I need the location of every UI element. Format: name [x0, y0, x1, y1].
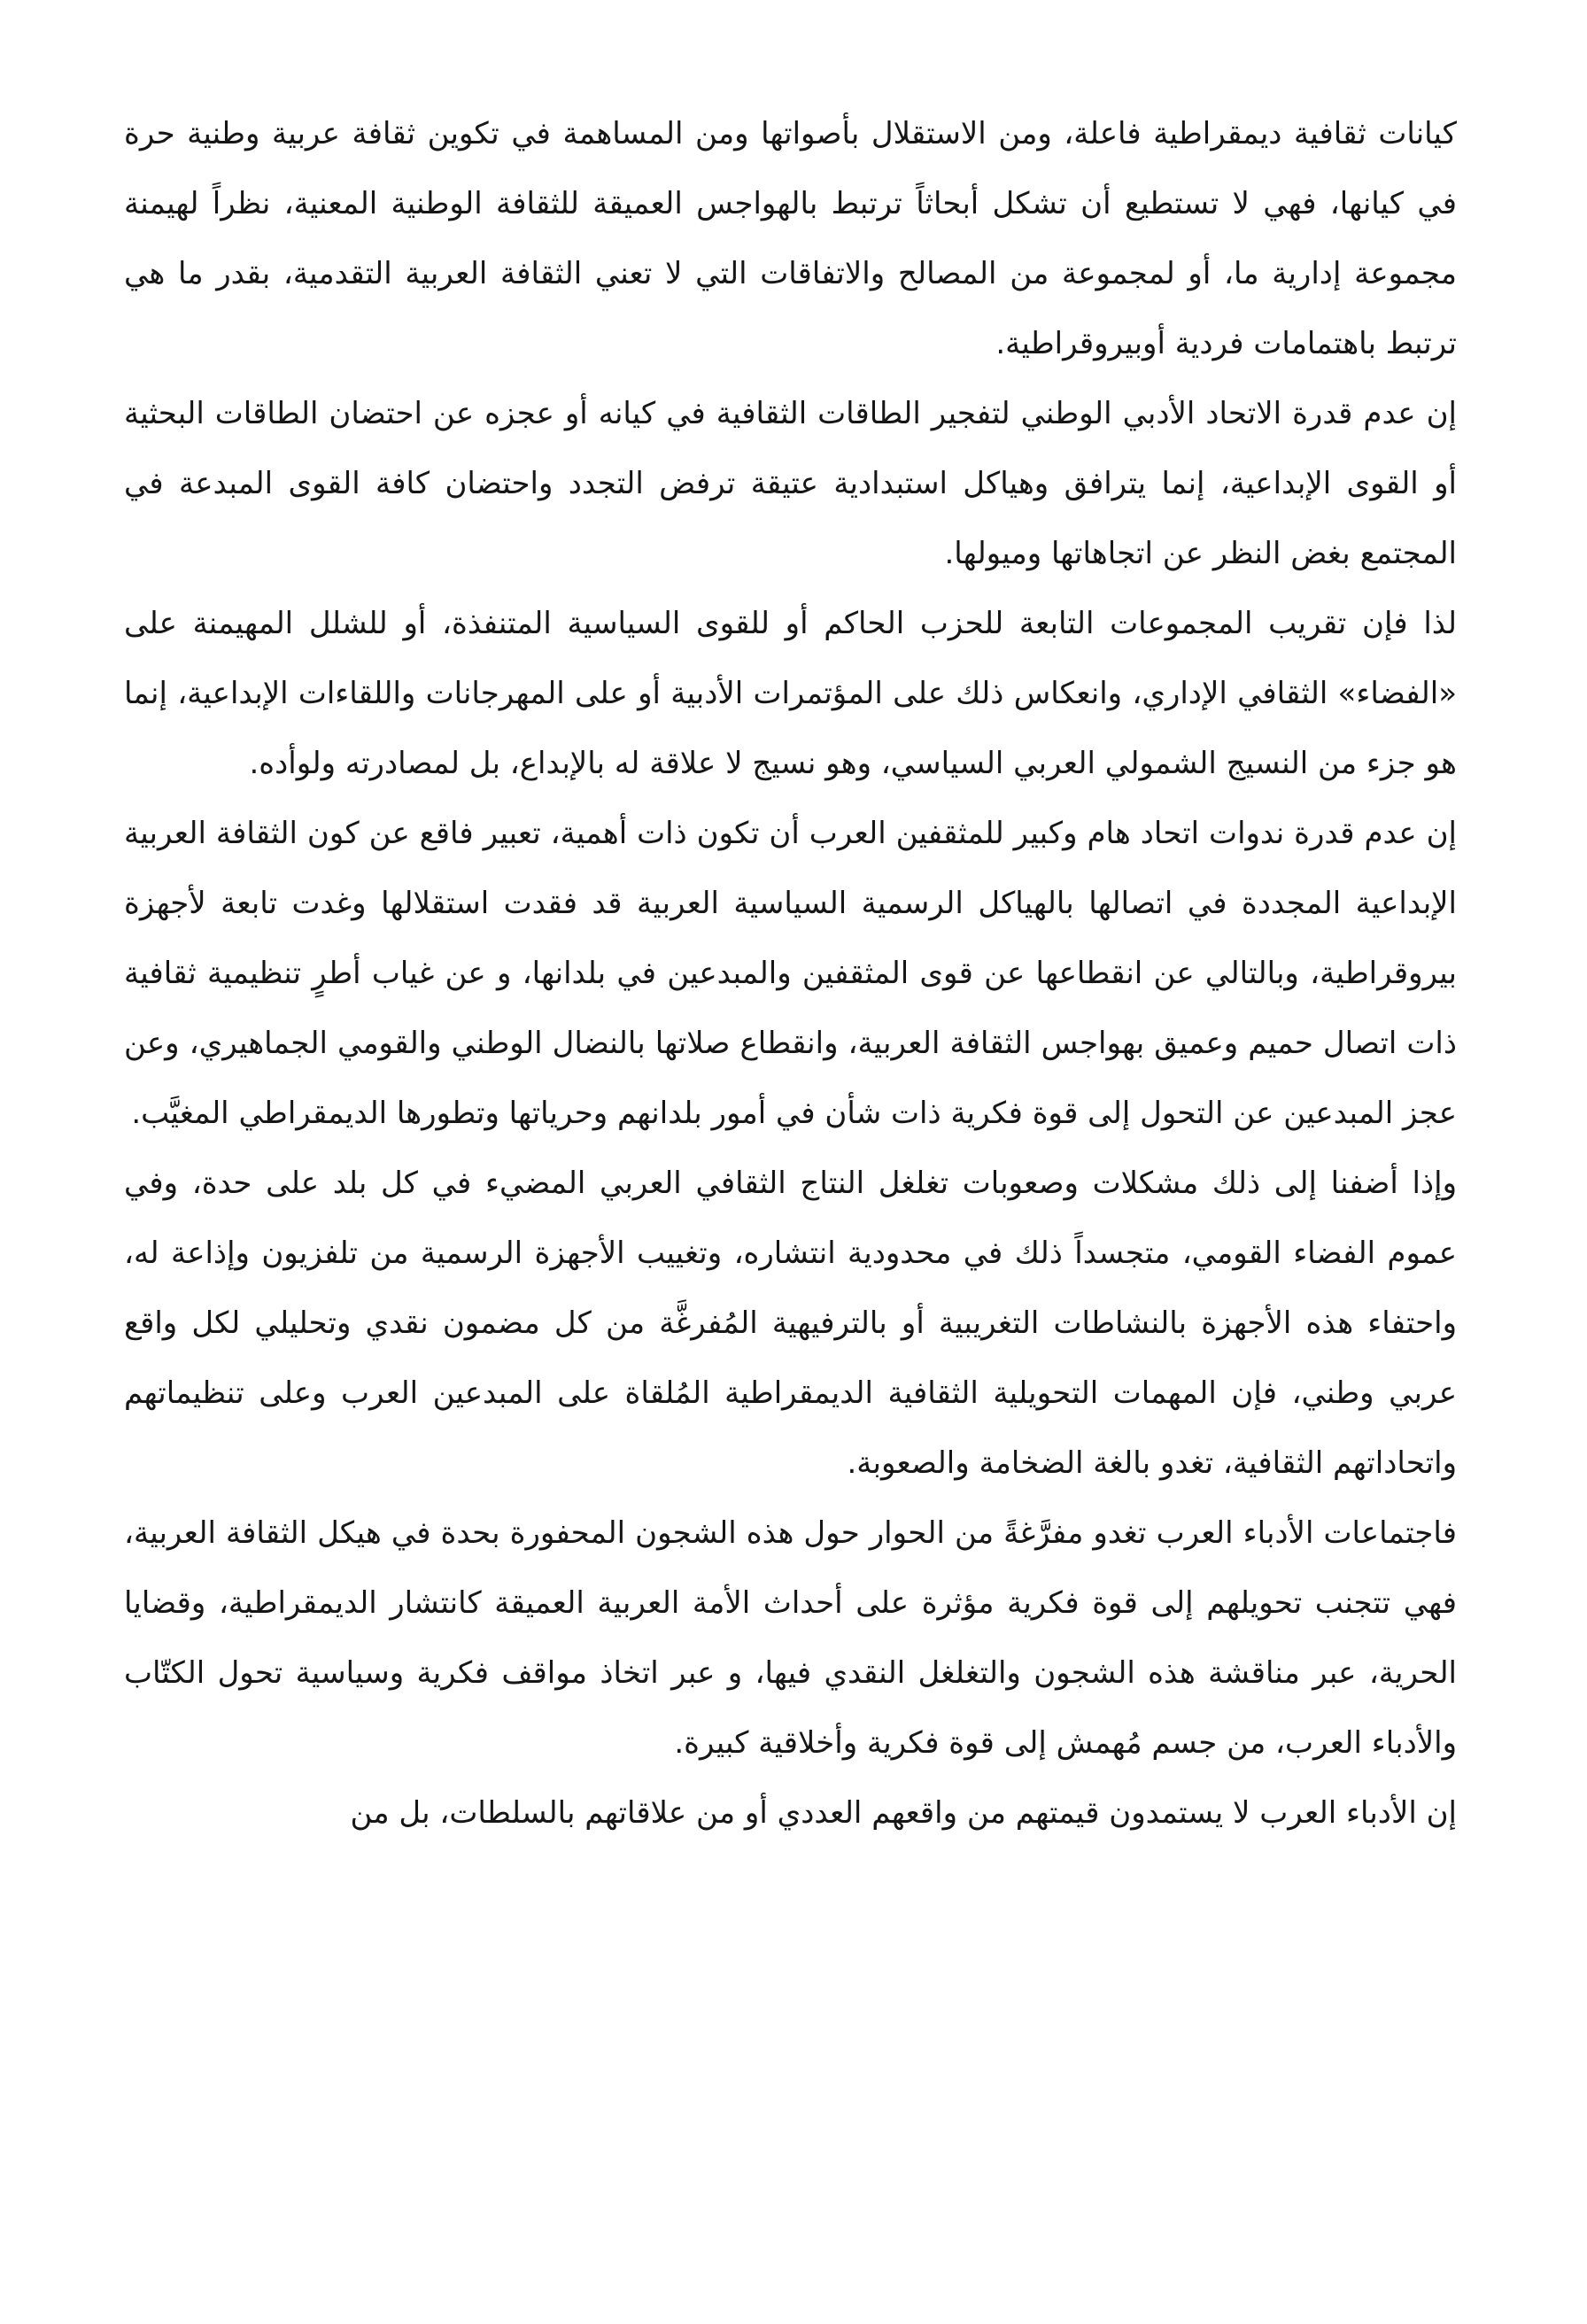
paragraph-2: إن عدم قدرة الاتحاد الأدبي الوطني لتفجير الطاقات الثقافية في كيانه أو عجزه عن احتضان الطاقات البحثية أو القوى الإبداعية، إنما يترافق وهياكل استبدادية عتيقة ترفض التجدد واحتضان كافة القوى المبدعة في المجتمع بغض النظر عن اتجاهاتها وميولها. [124, 396, 1457, 571]
body-text [124, 99, 1457, 1848]
paragraph-7: إن الأدباء العرب لا يستمدون قيمتهم من واقعهم العددي أو من علاقاتهم بالسلطات، بل من [350, 1795, 1457, 1831]
paragraph-3: لذا فإن تقريب المجموعات التابعة للحزب الحاكم أو للقوى السياسية المتنفذة، أو للشلل المهيمنة على «الفضاء» الثقافي الإداري، وانعكاس ذلك على المؤتمرات الأدبية أو على المهرجانات واللقاءات الإبداعية، إنما هو جزء من النسيج الشمولي العربي السياسي، وهو نسيج لا علاقة له بالإبداع، بل لمصادرته ولوأده. [124, 606, 1457, 781]
paragraph-5: وإذا أضفنا إلى ذلك مشكلات وصعوبات تغلغل النتاج الثقافي العربي المضيء في كل بلد على حدة، وفي عموم الفضاء القومي، متجسداً ذلك في محدودية انتشاره، وتغييب الأجهزة الرسمية من تلفزيون وإذاعة له، واحتفاء هذه الأجهزة بالنشاطات التغريبية أو بالترفيهية المُفرغَّة من كل مضمون نقدي وتحليلي لكل واقع عربي وطني، فإن المهمات التحويلية الثقافية الديمقراطية المُلقاة على المبدعين العرب وعلى تنظيماتهم واتحاداتهم الثقافية، تغدو بالغة الضخامة والصعوبة. [124, 1166, 1457, 1481]
paragraph-6: فاجتماعات الأدباء العرب تغدو مفرَّغةً من الحوار حول هذه الشجون المحفورة بحدة في هيكل الثقافة العربية، فهي تتجنب تحويلهم إلى قوة فكرية مؤثرة على أحداث الأمة العربية العميقة كانتشار الديمقراطية، وقضايا الحرية، عبر مناقشة هذه الشجون والتغلغل النقدي فيها، و عبر اتخاذ مواقف فكرية وسياسية تحول الكتّاب والأدباء العرب، من جسم مُهمش إلى قوة فكرية وأخلاقية كبيرة. [124, 1515, 1457, 1761]
paragraph-4: إن عدم قدرة ندوات اتحاد هام وكبير للمثقفين العرب أن تكون ذات أهمية، تعبير فاقع عن كون الثقافة العربية الإبداعية المجددة في اتصالها بالهياكل الرسمية السياسية العربية قد فقدت استقلالها وغدت تابعة لأجهزة بيروقراطية، وبالتالي عن انقطاعها عن قوى المثقفين والمبدعين في بلدانها، و عن غياب أطرٍ تنظيمية ثقافية ذات اتصال حميم وعميق بهواجس الثقافة العربية، وانقطاع صلاتها بالنضال الوطني والقومي الجماهيري، وعن عجز المبدعين عن التحول إلى قوة فكرية ذات شأن في أمور بلدانهم وحرياتها وتطورها الديمقراطي المغيَّب. [124, 816, 1457, 1131]
paragraph-1: كيانات ثقافية ديمقراطية فاعلة، ومن الاستقلال بأصواتها ومن المساهمة في تكوين ثقافة عربية وطنية حرة في كيانها، فهي لا تستطيع أن تشكل أبحاثاً ترتبط بالهواجس العميقة للثقافة الوطنية المعنية، نظراً لهيمنة مجموعة إدارية ما، أو لمجموعة من المصالح والاتفاقات التي لا تعني الثقافة العربية التقدمية، بقدر ما هي ترتبط باهتمامات فردية أوبيروقراطية. [124, 116, 1457, 361]
